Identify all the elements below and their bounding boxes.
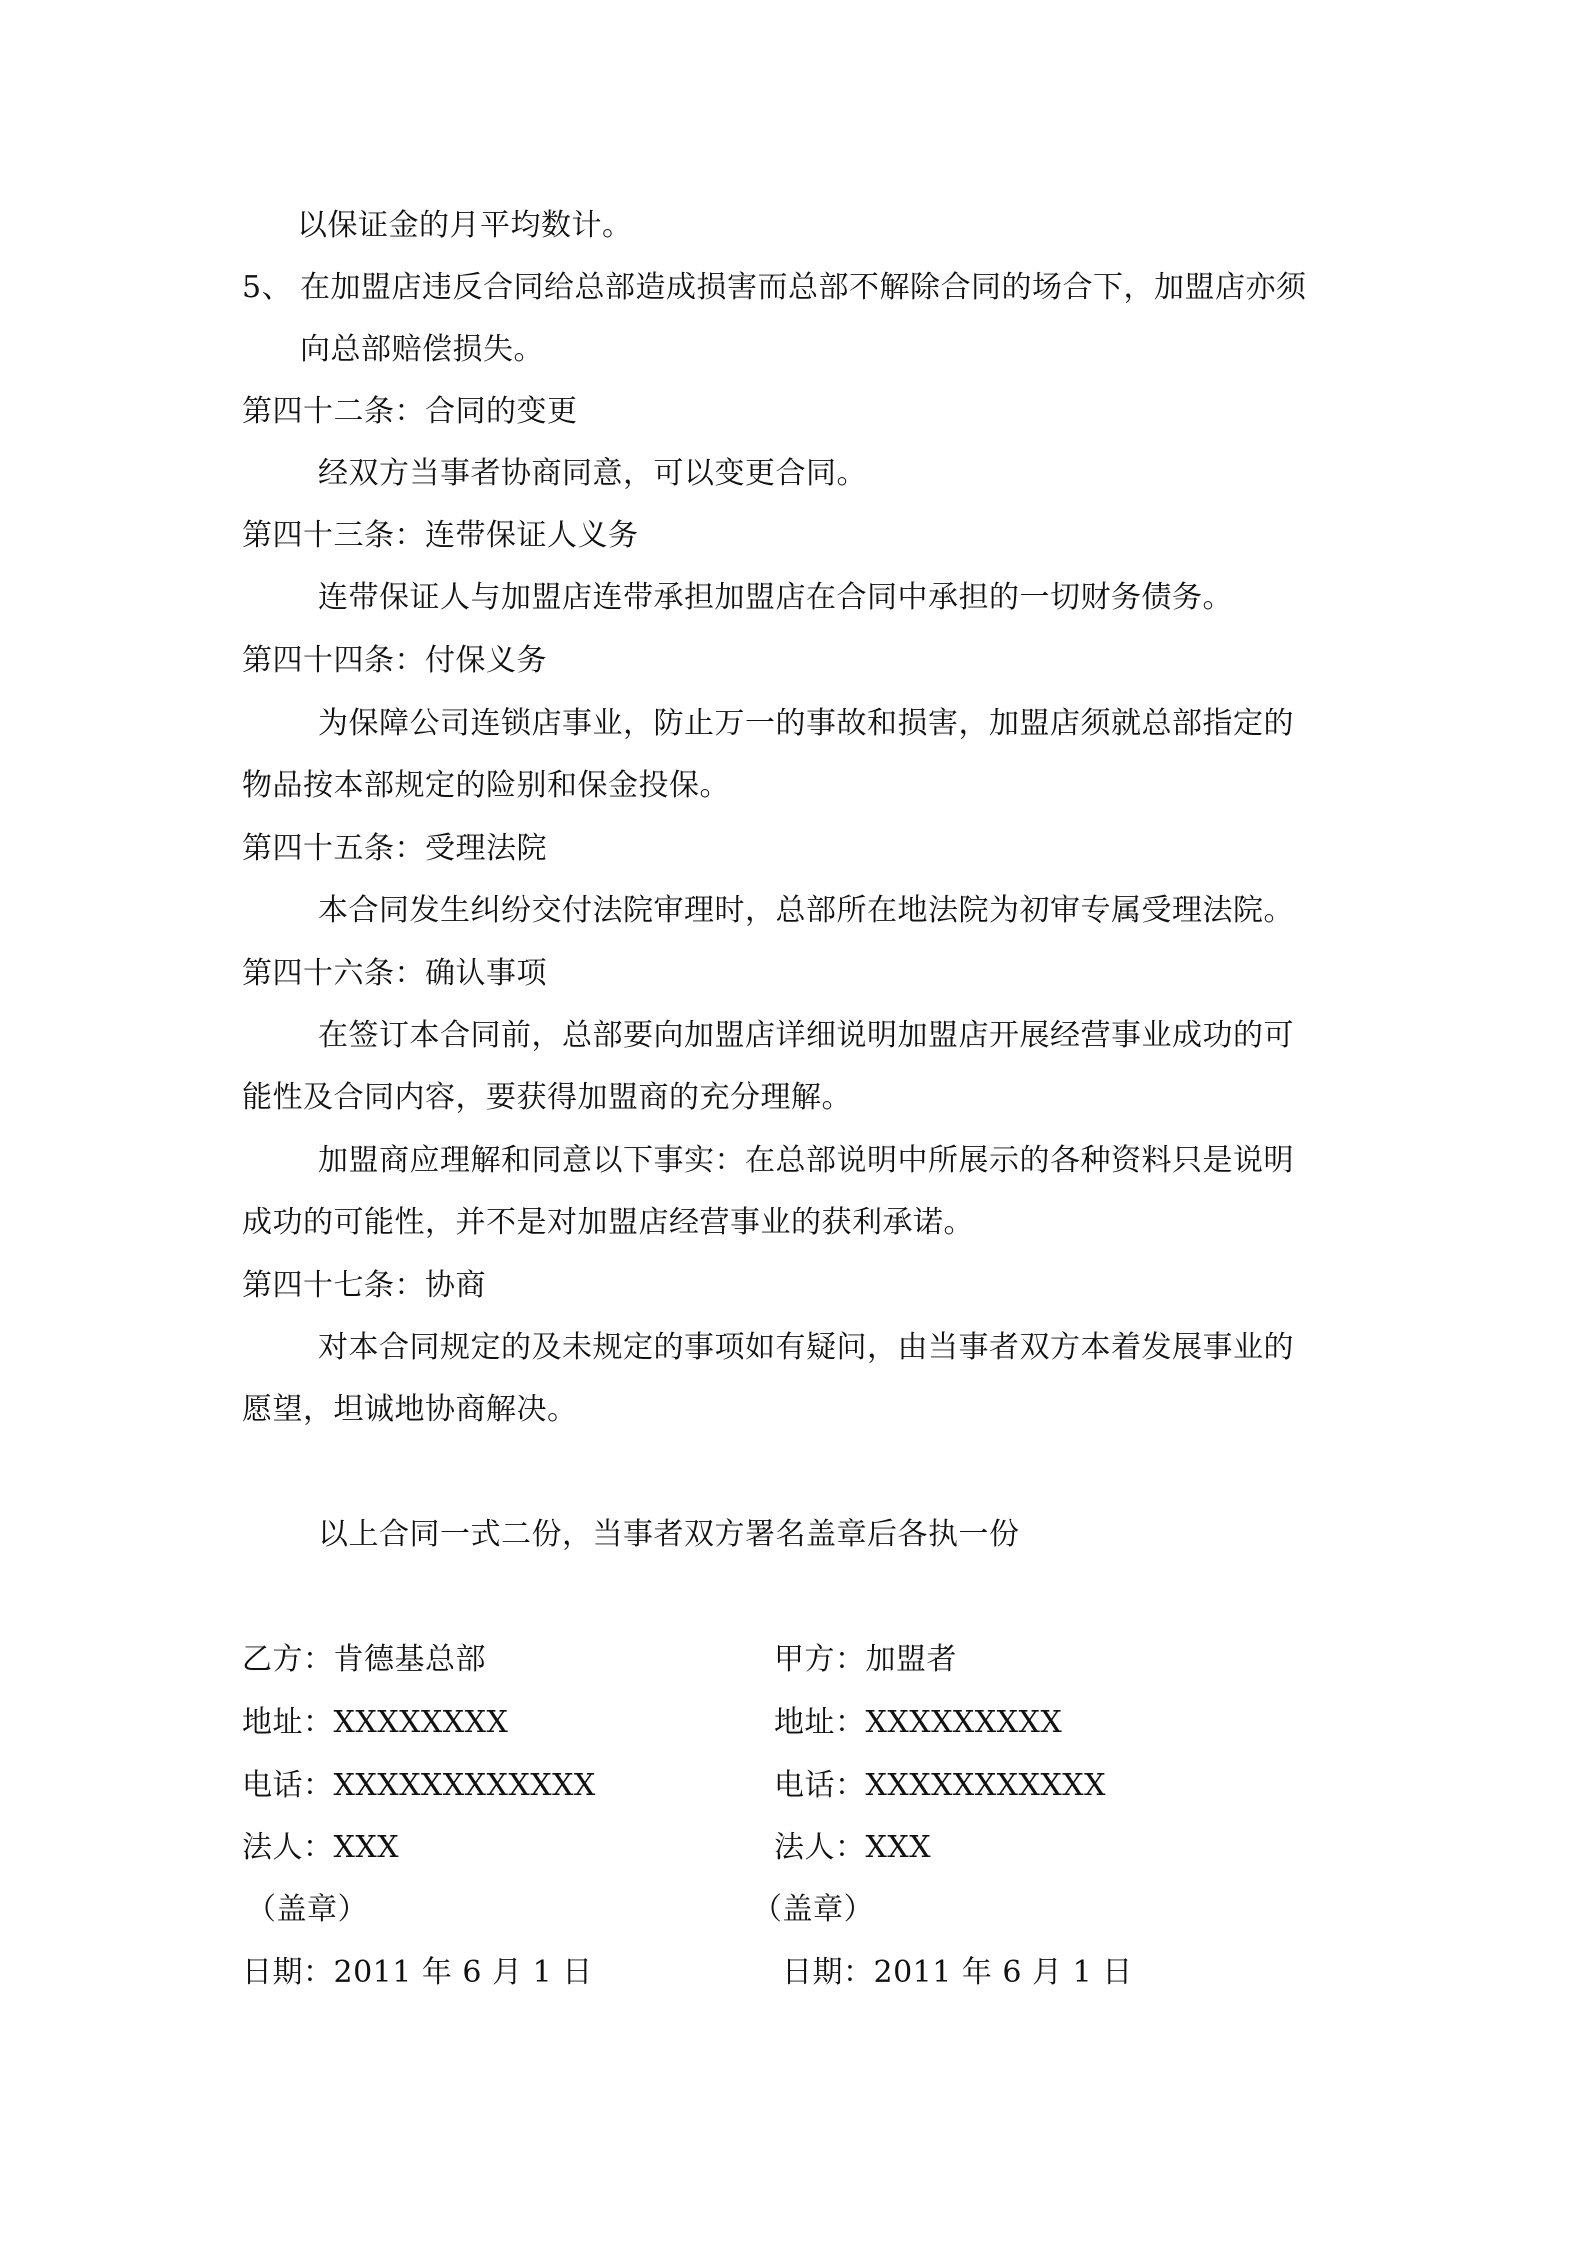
item-5 <box>242 268 1307 308</box>
item-5-line-1: 在加盟店违反合同给总部造成损害而总部不解除合同的场合下，加盟店亦须 <box>300 270 1307 305</box>
article-44-line-1: 为保障公司连锁店事业，防止万一的事故和损害，加盟店须就总部指定的 <box>318 706 1294 741</box>
party-b-name: 乙方：肯德基总部 <box>242 1642 486 1677</box>
article-42-title: 第四十二条：合同的变更 <box>242 394 578 429</box>
party-b-phone: 电话：XXXXXXXXXXXX <box>242 1768 596 1803</box>
article-47-line-1: 对本合同规定的及未规定的事项如有疑问，由当事者双方本着发展事业的 <box>318 1330 1294 1365</box>
article-45-text: 本合同发生纠纷交付法院审理时，总部所在地法院为初审专属受理法院。 <box>318 893 1294 928</box>
article-47-line-2: 愿望，坦诚地协商解决。 <box>242 1392 578 1427</box>
article-44-title: 第四十四条：付保义务 <box>242 643 547 678</box>
article-46-p2-line-2: 成功的可能性，并不是对加盟店经营事业的获利承诺。 <box>242 1205 974 1240</box>
article-42-text: 经双方当事者协商同意，可以变更合同。 <box>318 456 867 491</box>
article-45-title: 第四十五条：受理法院 <box>242 831 547 866</box>
article-46-title: 第四十六条：确认事项 <box>242 956 547 991</box>
item-5-line-2: 向总部赔偿损失。 <box>300 332 544 367</box>
party-b-seal: （盖章） <box>246 1892 368 1927</box>
paragraph-continuation: 以保证金的月平均数计。 <box>297 208 633 243</box>
article-47-title: 第四十七条：协商 <box>242 1268 486 1303</box>
party-a-address: 地址：XXXXXXXXX <box>774 1705 1063 1740</box>
article-46-p1-line-2: 能性及合同内容，要获得加盟商的充分理解。 <box>242 1080 852 1115</box>
article-44-line-2: 物品按本部规定的险别和保金投保。 <box>242 768 730 803</box>
article-43-text: 连带保证人与加盟店连带承担加盟店在合同中承担的一切财务债务。 <box>318 580 1233 615</box>
closing-statement: 以上合同一式二份，当事者双方署名盖章后各执一份 <box>318 1517 1020 1552</box>
party-a-seal: （盖章） <box>752 1892 874 1927</box>
party-b-legal-person: 法人：XXX <box>242 1830 400 1865</box>
party-b-address: 地址：XXXXXXXX <box>242 1705 509 1740</box>
party-a-legal-person: 法人：XXX <box>774 1830 932 1865</box>
party-b-date: 日期：2011 年 6 月 1 日 <box>242 1955 593 1990</box>
article-46-p2-line-1: 加盟商应理解和同意以下事实：在总部说明中所展示的各种资料只是说明 <box>318 1143 1294 1178</box>
party-a-date: 日期：2011 年 6 月 1 日 <box>782 1955 1133 1990</box>
article-46-p1-line-1: 在签订本合同前，总部要向加盟店详细说明加盟店开展经营事业成功的可 <box>318 1018 1294 1053</box>
party-a-phone: 电话：XXXXXXXXXXX <box>774 1768 1106 1803</box>
article-43-title: 第四十三条：连带保证人义务 <box>242 518 639 553</box>
party-a-name: 甲方：加盟者 <box>774 1642 957 1677</box>
item-number: 5、 <box>242 270 293 305</box>
